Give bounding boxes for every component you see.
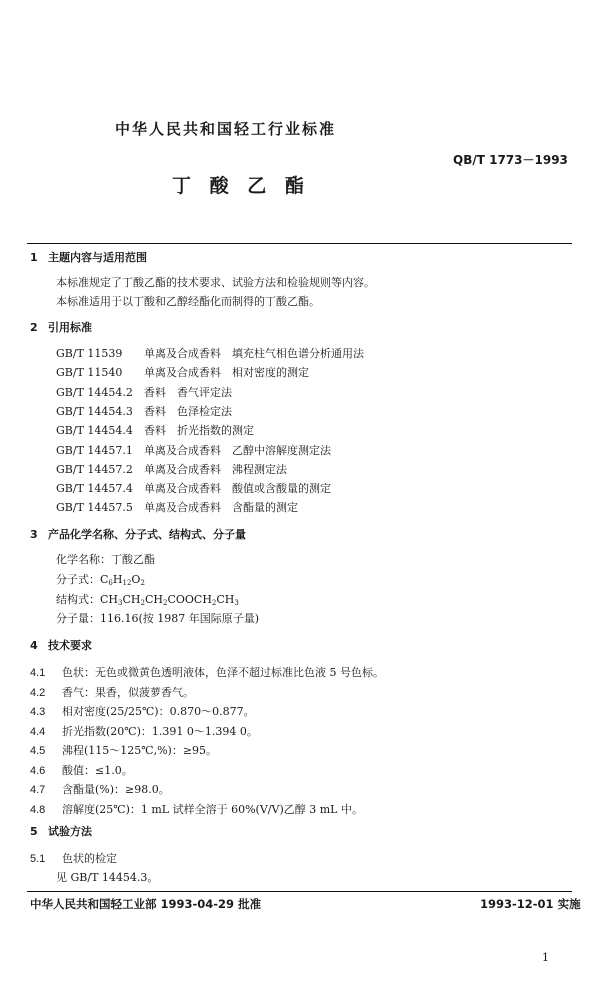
reference-standard: GB/T 14454.4 香料 折光指数的测定 (56, 424, 254, 438)
reference-standard: GB/T 14454.3 香料 色泽检定法 (56, 404, 232, 418)
reference-standard: GB/T 11539 单离及合成香料 填充柱气相色谱分析通用法 (56, 347, 364, 360)
structural-formula: 结构式：$CH_3CH_2CH_2COOCH_2CH_3$ (56, 593, 239, 607)
effective-date: 1993-12-01 实施 (480, 897, 581, 911)
footer-rule (27, 891, 572, 892)
molecular-weight: 分子量：116.16(按 1987 年国际原子量) (56, 612, 260, 625)
reference-standard: GB/T 14454.2 香料 香气评定法 (56, 385, 232, 399)
section-5-1-text: 见 GB/T 14454.3。 (56, 871, 159, 884)
requirement-item: 4.2 香气：果香，似菠萝香气。 (30, 685, 194, 699)
requirement-item: 4.7 含酯量(%)：≥98.0。 (30, 783, 170, 796)
page-number: 1 (542, 951, 549, 964)
s1-line: 本标准规定了丁酸乙酯的技术要求、试验方法和检验规则等内容。 (56, 276, 375, 289)
requirement-item: 4.6 酸值：≤1.0。 (30, 763, 133, 777)
section-2-heading: 2 引用标准 (30, 321, 92, 334)
reference-standard: GB/T 14457.5 单离及合成香料 含酯量的测定 (56, 501, 298, 515)
standard-code: QB/T 1773－1993 (453, 153, 568, 167)
reference-standard: GB/T 11540 单离及合成香料 相对密度的测定 (56, 366, 309, 380)
section-5-heading: 5 试验方法 (30, 825, 92, 838)
approval-date: 中华人民共和国轻工业部 1993-04-29 批准 (30, 897, 262, 911)
section-3-heading: 3 产品化学名称、分子式、结构式、分子量 (30, 528, 246, 541)
header-rule (27, 243, 572, 244)
requirement-item: 4.8 溶解度(25℃)：1 mL 试样全溶于 60%(V/V)乙醇 3 mL 中。 (30, 802, 363, 816)
issuing-org: 中华人民共和国轻工行业标准 (115, 120, 337, 138)
section-1-heading: 1 主题内容与适用范围 (30, 251, 147, 264)
section-4-heading: 4 技术要求 (30, 639, 92, 652)
s1-line: 本标准适用于以丁酸和乙醇经酯化而制得的丁酸乙酯。 (56, 295, 320, 308)
reference-standard: GB/T 14457.4 单离及合成香料 酸值或含酸量的测定 (56, 482, 331, 496)
reference-standard: GB/T 14457.1 单离及合成香料 乙醇中溶解度测定法 (56, 443, 331, 457)
reference-standard: GB/T 14457.2 单离及合成香料 沸程测定法 (56, 462, 287, 476)
document-title: 丁 酸 乙 酯 (172, 175, 310, 197)
requirement-item: 4.4 折光指数(20℃)：1.391 0～1.394 0。 (30, 724, 258, 738)
requirement-item: 4.3 相对密度(25/25℃)：0.870～0.877。 (30, 705, 255, 718)
chemical-name: 化学名称：丁酸乙酯 (56, 553, 155, 566)
molecular-formula: 分子式：$C_6H_{12}O_2$ (56, 573, 145, 587)
requirement-item: 4.5 沸程(115～125℃,%)：≥95。 (30, 744, 218, 757)
requirement-item: 4.1 色状：无色或微黄色透明液体，色泽不超过标准比色液 5 号色标。 (30, 666, 384, 679)
section-5-1: 5.1 色状的检定 (30, 852, 117, 865)
